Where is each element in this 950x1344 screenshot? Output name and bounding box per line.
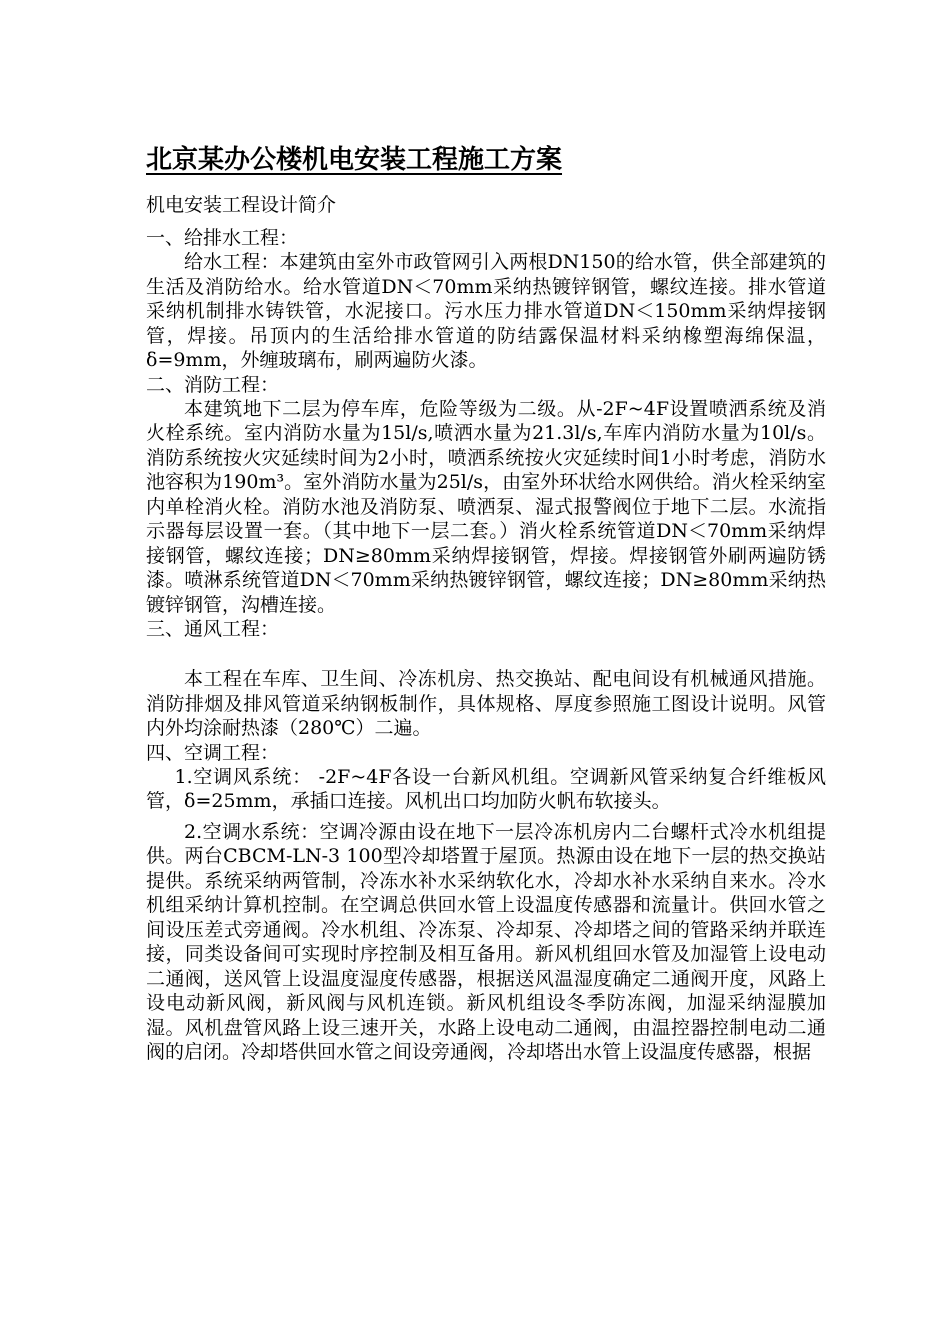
section-paragraph-hvac-water: 2.空调水系统：空调冷源由设在地下一层冷冻机房内二台螺杆式冷水机组提供。两台CBCM-LN-3 100型冷却塔置于屋顶。热源由设在地下一层的热交换站提供。系统采纳两管制，冷冻水补水采纳软化水，冷却水补水采纳自来水。冷水机组采纳计算机控制。在空调总供回水管上设温度传感器和流量计。供回水管之间设压差式旁通阀。冷水机组、冷冻泵、冷却泵、冷却塔之间的管路采纳并联连接，同类设备间可实现时序控制及相互备用。新风机组回水管及加湿管上设电动二通阀，送风管上设温度湿度传感器，根据送风温湿度确定二通阀开度，风路上设电动新风阀，新风阀与风机连锁。新风机组设冬季防冻阀，加湿采纳湿膜加湿。风机盘管风路上设三速开关，水路上设电动二通阀，由温控器控制电动二通阀的启闭。冷却塔供回水管之间设旁通阀，冷却塔出水管上设温度传感器，根据 — [146, 820, 826, 1063]
section-paragraph-hvac-air: 1.空调风系统： -2F~4F各设一台新风机组。空调新风管采纳复合纤维板风管，δ=25mm，承插口连接。风机出口均加防火帆布软接头。 — [146, 765, 826, 812]
document-title: 北京某办公楼机电安装工程施工方案 — [146, 145, 563, 175]
document-subtitle: 机电安装工程设计简介 — [146, 194, 337, 216]
document-page — [146, 140, 826, 1065]
section-heading-fire: 二、消防工程： — [146, 373, 280, 396]
section-heading-ventilation: 三、通风工程： — [146, 618, 280, 640]
section-paragraph-fire: 本建筑地下二层为停车库，危险等级为二级。从-2F~4F设置喷洒系统及消火栓系统。室内消防水量为15l/s,喷洒水量为21.3l/s,车库内消防水量为10l/s。消防系统按火灾延续时间为2小时，喷洒系统按火灾延续时间1小时考虑，消防水池容积为190m³。室外消防水量为25l/s，由室外环状给水网供给。消火栓采纳室内单栓消火栓。消防水池及消防泵、喷洒泵、湿式报警阀位于地下二层。水流指示器每层设置一套。（其中地下一层二套。）消火栓系统管道DN＜70mm采纳焊接钢管，螺纹连接；DN≥80mm采纳焊接钢管，焊接。焊接钢管外刷两遍防锈漆。喷淋系统管道DN＜70mm采纳热镀锌钢管，螺纹连接；DN≥80mm采纳热镀锌钢管，沟槽连接。 — [146, 397, 826, 616]
section-paragraph-ventilation: 本工程在车库、卫生间、冷冻机房、热交换站、配电间设有机械通风措施。消防排烟及排风管道采纳钢板制作，具体规格、厚度参照施工图设计说明。风管内外均涂耐热漆（280℃）二遍。 — [146, 668, 826, 739]
blank-line — [146, 641, 826, 667]
section-paragraph-water: 给水工程：本建筑由室外市政管网引入两根DN150的给水管，供全部建筑的生活及消防给水。给水管道DN＜70mm采纳热镀锌钢管，螺纹连接。排水管道采纳机制排水铸铁管，水泥接口。污水压力排水管道DN＜150mm采纳焊接钢管，焊接。吊顶内的生活给排水管道的防结露保温材料采纳橡塑海绵保温，δ=9mm，外缠玻璃布，刷两遍防火漆。 — [146, 251, 826, 371]
section-heading-water: 一、给排水工程： — [146, 227, 299, 249]
section-heading-hvac: 四、空调工程： — [146, 741, 280, 764]
